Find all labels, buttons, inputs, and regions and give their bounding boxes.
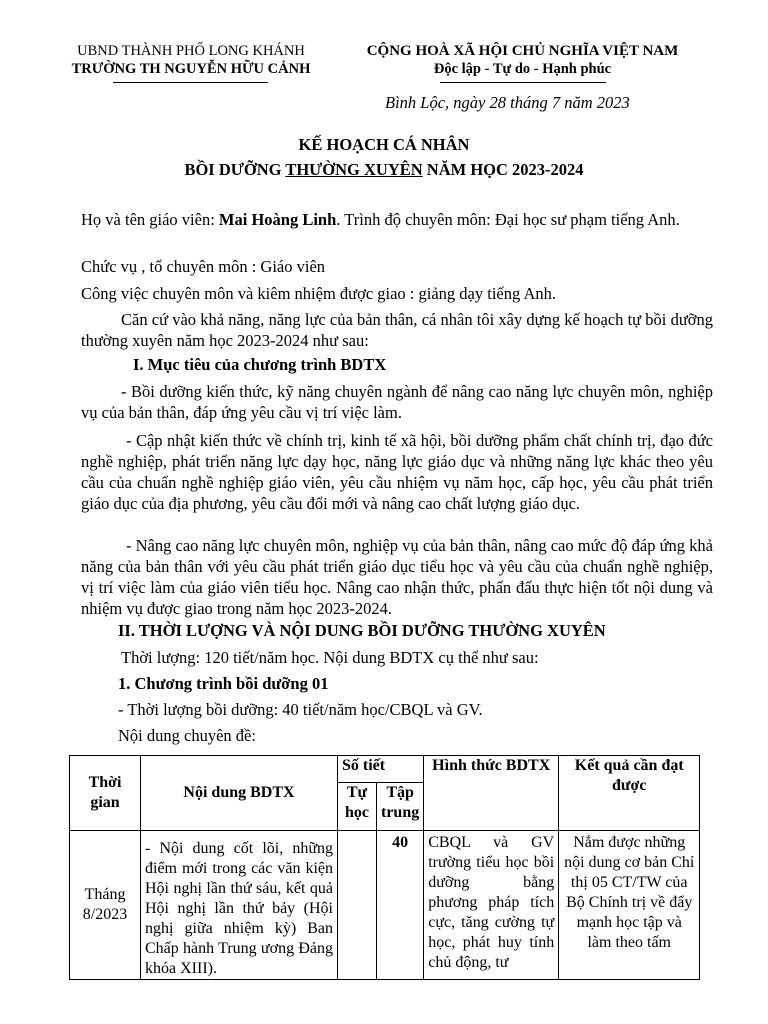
cell-time: Tháng 8/2023 [70, 831, 141, 980]
header-periods: Số tiết [338, 756, 424, 783]
qualification: . Trình độ chuyên môn: Đại học sư phạm tiếng Anh. [336, 210, 680, 229]
subtitle-part1: BỒI DƯỠNG [184, 160, 286, 179]
cell-result: Nắm được những nội dung cơ bản Chỉ thị 05 CT/TW của Bộ Chính trị về đẩy mạnh học tập và làm theo tấm [559, 831, 700, 980]
objective-item-2: - Cập nhật kiến thức về chính trị, kinh tế xã hội, bồi dưỡng phẩm chất chính trị, đạo đức nghề nghiệp, phát triển năng lực dạy học, năng lực giáo dục và những năng lực khác theo yêu cầu của chuẩn nghề nghiệp giáo viên, yêu cầu nhiệm vụ năm học, cấp học, yêu cầu phát triển giáo dục của địa phương, yêu cầu đổi mới và nâng cao chất lượng giáo dục. [81, 431, 713, 513]
training-plan-table [69, 755, 700, 980]
national-title: CỘNG HOÀ XÃ HỘI CHỦ NGHĨA VIỆT NAM [366, 43, 679, 59]
topic-label: Nội dung chuyên đề: [118, 726, 256, 745]
date-line: Bình Lộc, ngày 28 tháng 7 năm 2023 [385, 93, 630, 112]
teacher-name-line [81, 209, 713, 230]
header-group: Tập trung [377, 783, 424, 831]
plan-subtitle [0, 160, 768, 180]
duration-line: Thời lượng: 120 tiết/năm học. Nội dung BDTX cụ thể như sau: [121, 648, 539, 667]
program-duration: - Thời lượng bồi dưỡng: 40 tiết/năm học/CBQL và GV. [118, 700, 483, 719]
teacher-name: Mai Hoàng Linh [218, 210, 337, 229]
section1-heading: I. Mục tiêu của chương trình BDTX [133, 355, 387, 374]
cell-self-study [338, 831, 377, 980]
subtitle-underlined: THƯỜNG XUYÊN [285, 160, 423, 179]
table-header-row [70, 756, 700, 783]
school-underline [113, 82, 268, 83]
cell-form: CBQL và GV trường tiểu học bồi dưỡng bằng phương pháp tích cực, tăng cường tự học, phát huy tính chủ động, tư [424, 831, 559, 980]
header-form: Hình thức BDTX [424, 756, 559, 831]
section2-heading: II. THỜI LƯỢNG VÀ NỘI DUNG BỒI DƯỠNG THƯỜNG XUYÊN [118, 621, 606, 640]
header-self-study: Tự học [338, 783, 377, 831]
plan-title: KẾ HOẠCH CÁ NHÂN [298, 135, 470, 154]
agency-name: UBND THÀNH PHỐ LONG KHÁNH [77, 43, 305, 59]
name-label: Họ và tên giáo viên: [81, 210, 219, 229]
motto-underline [440, 82, 606, 83]
duty-line: Công việc chuyên môn và kiêm nhiệm được giao : giảng dạy tiếng Anh. [81, 284, 556, 303]
objective-item-1: - Bồi dưỡng kiến thức, kỹ năng chuyên ngành để nâng cao năng lực chuyên môn, nghiệp vụ của bản thân, đáp ứng yêu cầu vị trí việc làm. [81, 382, 713, 422]
program-heading: 1. Chương trình bồi dưỡng 01 [118, 674, 329, 693]
basis-paragraph: Căn cứ vào khả năng, năng lực của bản thân, cá nhân tôi xây dựng kế hoạch tự bồi dưỡng thường xuyên năm học 2023-2024 như sau: [81, 310, 713, 350]
header-content: Nội dung BDTX [141, 756, 338, 831]
school-name: TRƯỜNG TH NGUYỄN HỮU CẢNH [71, 61, 311, 77]
cell-group: 40 [377, 831, 424, 980]
cell-content: - Nội dung cốt lõi, những điểm mới trong các văn kiện Hội nghị lần thứ sáu, kết quả Hội nghị lần thứ bảy (Hội nghị giữa nhiệm kỳ) Ban Chấp hành Trung ương Đảng khóa XIII). [141, 831, 338, 980]
objective-item-3: - Nâng cao năng lực chuyên môn, nghiệp vụ của bản thân, nâng cao mức độ đáp ứng khả năng của bản thân với yêu cầu phát triển giáo dục tiểu học và yêu cầu của chuẩn nghề nghiệp, vị trí việc làm của giáo viên tiểu học. Nâng cao nhận thức, phấn đấu thực hiện tốt nội dung và nhiệm vụ được giao trong năm học 2023-2024. [81, 536, 713, 618]
header-time: Thời gian [70, 756, 141, 831]
subtitle-part2: NĂM HỌC 2023-2024 [422, 160, 584, 179]
position-line: Chức vụ , tổ chuyên môn : Giáo viên [81, 257, 326, 276]
header-result: Kết quả cần đạt được [559, 756, 700, 831]
table-row [70, 831, 700, 980]
national-motto: Độc lập - Tự do - Hạnh phúc [433, 61, 612, 77]
